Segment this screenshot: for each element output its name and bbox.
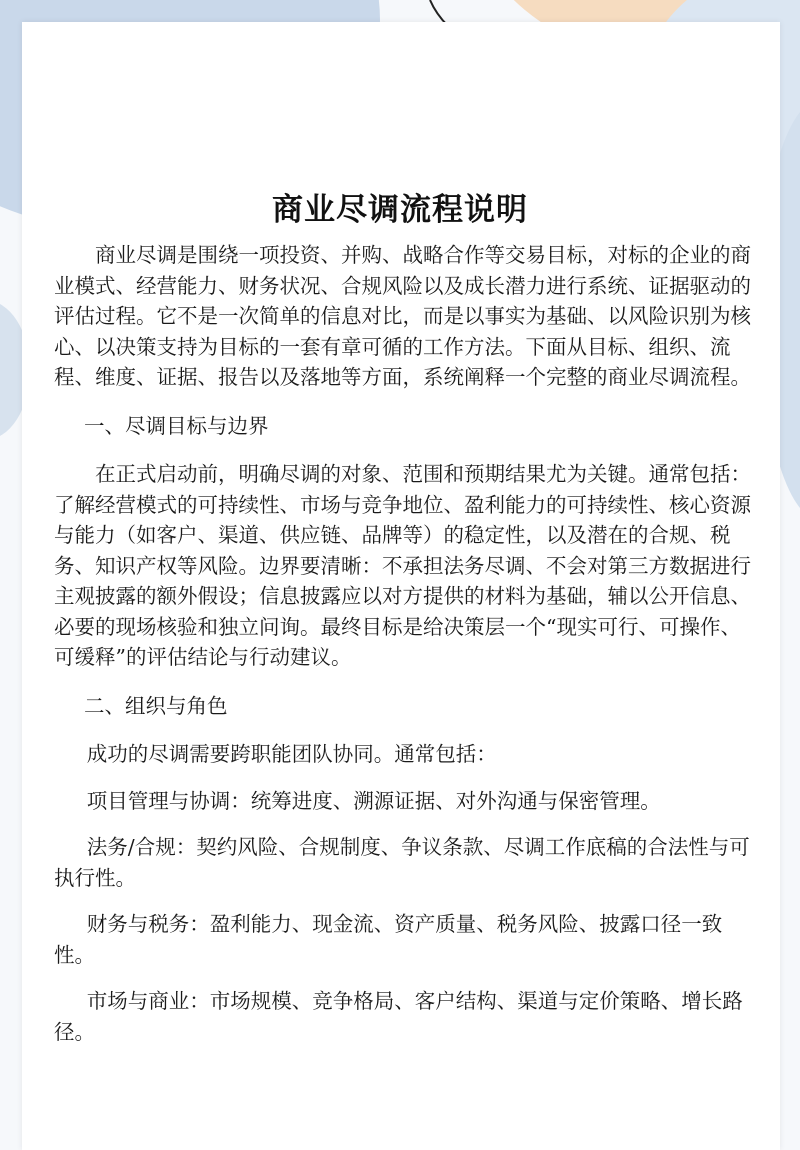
role-item: 市场与商业：市场规模、竞争格局、客户结构、渠道与定价策略、增长路径。 — [54, 989, 743, 1044]
intro-paragraph: 商业尽调是围绕一项投资、并购、战略合作等交易目标，对标的企业的商业模式、经营能力、财务状况、合规风险以及成长潜力进行系统、证据驱动的评估过程。它不是一次简单的信息对比，而是以事实为基础、以风险识别为核心、以决策支持为目标的一套有章可循的工作方法。下面从目标、组织、流程、维度、证据、报告以及落地等方面，系统阐释一个完整的商业尽调流程。 — [54, 243, 751, 389]
document-body — [54, 240, 756, 1047]
role-item: 项目管理与协调：统筹进度、溯源证据、对外沟通与保密管理。 — [86, 788, 661, 813]
role-item: 法务/合规：契约风险、合规制度、争议条款、尽调工作底稿的合法性与可执行性。 — [54, 835, 750, 890]
document-title: 商业尽调流程说明 — [272, 192, 528, 228]
section-goals-paragraph: 在正式启动前，明确尽调的对象、范围和预期结果尤为关键。通常包括：了解经营模式的可持续性、市场与竞争地位、盈利能力的可持续性、核心资源与能力（如客户、渠道、供应链、品牌等）的稳定性，以及潜在的合规、税务、知识产权等风险。边界要清晰：不承担法务尽调、不会对第三方数据进行主观披露的额外假设；信息披露应以对方提供的材料为基础，辅以公开信息、必要的现场核验和独立问询。最终目标是给决策层一个“现实可行、可操作、可缓释”的评估结论与行动建议。 — [54, 462, 751, 669]
role-item: 财务与税务：盈利能力、现金流、资产质量、税务风险、披露口径一致性。 — [54, 912, 723, 967]
section-organization-lead: 成功的尽调需要跨职能团队协同。通常包括： — [86, 742, 497, 766]
section-heading-goals: 一、尽调目标与边界 — [84, 413, 269, 438]
section-heading-organization: 二、组织与角色 — [84, 693, 228, 718]
